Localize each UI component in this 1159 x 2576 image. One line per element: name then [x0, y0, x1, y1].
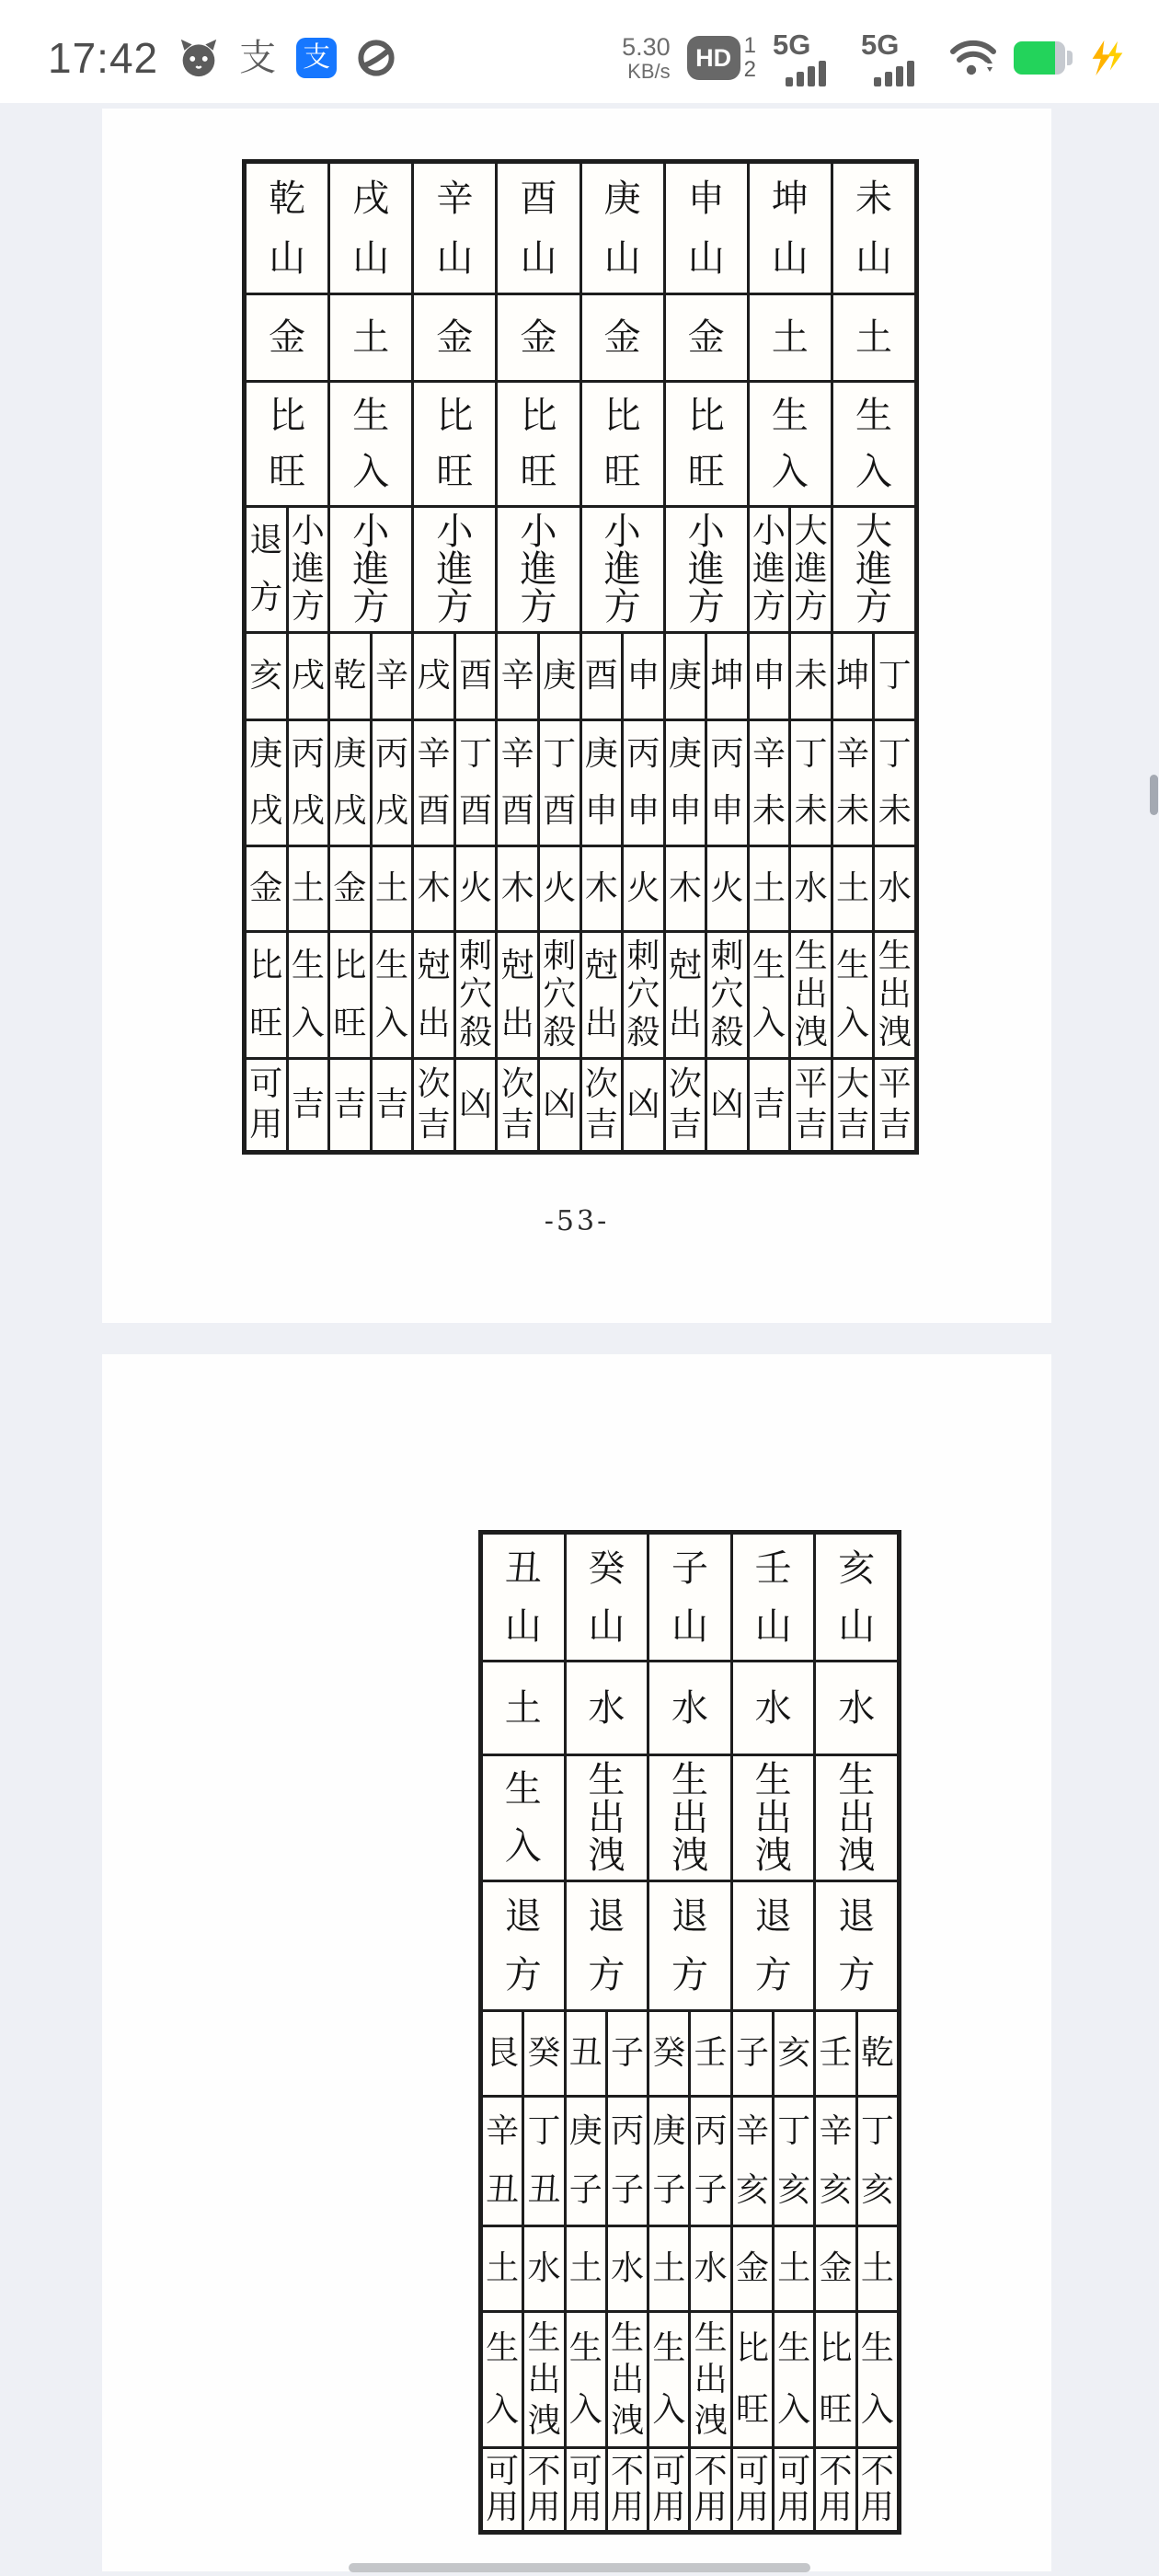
table-cell: 金 [582, 295, 663, 380]
signal-bars-icon [874, 61, 914, 86]
table-cell: 水 [567, 1662, 648, 1754]
table-cell: 子 [733, 2012, 772, 2095]
table-cell: 庚 山 [582, 164, 663, 293]
table-cell: 土 [858, 2227, 897, 2310]
table-cell: 可 用 [483, 2449, 522, 2530]
table-cell: 申 [624, 634, 663, 719]
table-cell: 辛 亥 [733, 2098, 772, 2225]
table-cell: 水 [816, 1662, 897, 1754]
table-cell: 不 用 [858, 2449, 897, 2530]
table-cell: 次 吉 [666, 1060, 706, 1150]
table-cell: 生 入 [750, 383, 831, 505]
table-cell: 亥 山 [816, 1535, 897, 1660]
document-page-54 [102, 1354, 1051, 2571]
table-cell: 生 入 [330, 383, 411, 505]
table-cell: 生 出 洩 [608, 2313, 647, 2446]
table-cell: 比 旺 [582, 383, 663, 505]
table-cell: 辛 未 [833, 721, 873, 845]
table-cell: 凶 [707, 1060, 747, 1150]
network-type-label: 5G [773, 28, 811, 61]
table-cell: 酉 [582, 634, 622, 719]
table-cell: 辛 丑 [483, 2098, 522, 2225]
table-cell: 生 入 [649, 2313, 688, 2446]
table-cell: 土 [483, 2227, 522, 2310]
table-cell: 生 入 [775, 2313, 813, 2446]
table-cell: 金 [498, 295, 579, 380]
table-cell: 丙 申 [707, 721, 747, 845]
horizontal-scrollbar[interactable] [349, 2563, 810, 2572]
table-cell: 坤 山 [750, 164, 831, 293]
table-cell: 水 [875, 847, 914, 930]
table-cell: 火 [707, 847, 747, 930]
table-cell: 庚 [666, 634, 706, 719]
clock: 17:42 [48, 34, 159, 82]
table-cell: 水 [649, 1662, 730, 1754]
table-cell: 生 出 洩 [691, 2313, 729, 2446]
table-cell: 癸 [649, 2012, 688, 2095]
table-cell: 生 出 洩 [791, 933, 831, 1057]
table-cell: 申 [750, 634, 789, 719]
table-cell: 乾 [330, 634, 370, 719]
table-cell: 刺 穴 殺 [624, 933, 663, 1057]
table-cell: 水 [691, 2227, 729, 2310]
table-cell: 辛 亥 [816, 2098, 855, 2225]
wifi-icon [949, 39, 997, 77]
table-cell: 辛 山 [414, 164, 495, 293]
table-cell: 次 吉 [414, 1060, 453, 1150]
table-cell: 退 方 [816, 1882, 897, 2009]
table-cell: 大 吉 [833, 1060, 873, 1150]
table-cell: 生 入 [833, 933, 873, 1057]
table-cell: 土 [649, 2227, 688, 2310]
table-cell: 吉 [289, 1060, 328, 1150]
table-cell: 平 吉 [791, 1060, 831, 1150]
table-cell: 戌 [289, 634, 328, 719]
table-cell: 火 [540, 847, 580, 930]
table-cell: 癸 山 [567, 1535, 648, 1660]
table-cell: 生 出 洩 [524, 2313, 563, 2446]
table-cell: 土 [750, 847, 789, 930]
table-cell: 土 [289, 847, 328, 930]
table-cell: 辛 酉 [414, 721, 453, 845]
table-cell: 小 進 方 [666, 508, 747, 631]
table-cell: 大 進 方 [833, 508, 914, 631]
mountain-table-2 [478, 1530, 901, 2535]
page-number: -53- [544, 1205, 610, 1237]
table-cell: 可 用 [567, 2449, 605, 2530]
table-cell: 丙 子 [608, 2098, 647, 2225]
table-cell: 金 [247, 295, 327, 380]
table-cell: 土 [833, 295, 914, 380]
table-cell: 丙 申 [624, 721, 663, 845]
table-cell: 辛 [498, 634, 537, 719]
table-cell: 丁 丑 [524, 2098, 563, 2225]
table-cell: 庚 戌 [330, 721, 370, 845]
table-cell: 生 出 洩 [875, 933, 914, 1057]
table-cell: 比 旺 [816, 2313, 855, 2446]
table-cell: 比 旺 [498, 383, 579, 505]
table-cell: 可 用 [247, 1060, 286, 1150]
table-cell: 土 [567, 2227, 605, 2310]
status-bar-right [622, 30, 1126, 86]
table-cell: 庚 子 [649, 2098, 688, 2225]
table-cell: 木 [582, 847, 622, 930]
table-cell: 小 進 方 [330, 508, 411, 631]
table-cell: 金 [414, 295, 495, 380]
table-cell: 小 進 方 [498, 508, 579, 631]
table-cell: 丙 子 [691, 2098, 729, 2225]
network-type-label: 5G [861, 28, 900, 61]
battery-icon [1014, 41, 1073, 75]
table-cell: 坤 [833, 634, 873, 719]
document-page-53 [102, 109, 1051, 1323]
document-viewer[interactable] [0, 103, 1159, 2576]
table-cell: 土 [330, 295, 411, 380]
table-cell: 生 入 [750, 933, 789, 1057]
table-cell: 刺 穴 殺 [540, 933, 580, 1057]
table-cell: 辛 酉 [498, 721, 537, 845]
table-cell: 刺 穴 殺 [456, 933, 496, 1057]
table-cell: 丁 酉 [540, 721, 580, 845]
vertical-scrollbar[interactable] [1150, 775, 1158, 815]
table-cell: 生 入 [483, 2313, 522, 2446]
table-cell: 不 用 [691, 2449, 729, 2530]
table-cell: 申 山 [666, 164, 747, 293]
table-cell: 退 方 [649, 1882, 730, 2009]
table-cell: 退 方 [567, 1882, 648, 2009]
table-cell: 壬 [816, 2012, 855, 2095]
table-cell: 不 用 [816, 2449, 855, 2530]
table-cell: 辛 [373, 634, 412, 719]
table-cell: 庚 戌 [247, 721, 286, 845]
table-cell: 庚 [540, 634, 580, 719]
table-cell: 吉 [330, 1060, 370, 1150]
table-cell: 平 吉 [875, 1060, 914, 1150]
table-cell: 土 [833, 847, 873, 930]
table-cell: 庚 申 [666, 721, 706, 845]
table-cell: 比 旺 [330, 933, 370, 1057]
table-cell: 吉 [750, 1060, 789, 1150]
table-cell: 子 山 [649, 1535, 730, 1660]
table-cell: 金 [247, 847, 286, 930]
network-speed [622, 34, 671, 81]
table-cell: 丑 山 [483, 1535, 564, 1660]
table-cell: 金 [816, 2227, 855, 2310]
table-cell: 丙 戌 [373, 721, 412, 845]
table-cell: 退 方 [733, 1882, 814, 2009]
table-cell: 比 旺 [666, 383, 747, 505]
table-cell: 土 [483, 1662, 564, 1754]
table-cell: 次 吉 [498, 1060, 537, 1150]
table-cell: 未 [791, 634, 831, 719]
table-cell: 酉 [456, 634, 496, 719]
table-cell: 生 出 洩 [567, 1756, 648, 1880]
table-cell: 乾 [858, 2012, 897, 2095]
table-cell: 金 [330, 847, 370, 930]
table-cell: 亥 [775, 2012, 813, 2095]
table-cell: 比 旺 [247, 933, 286, 1057]
network-speed-unit: KB/s [627, 59, 671, 83]
table-cell: 庚 子 [567, 2098, 605, 2225]
table-cell: 不 用 [524, 2449, 563, 2530]
table-cell: 水 [791, 847, 831, 930]
table-cell: 尅 出 [498, 933, 537, 1057]
table-cell: 生 入 [567, 2313, 605, 2446]
table-cell: 乾 山 [247, 164, 327, 293]
table-cell: 吉 [373, 1060, 412, 1150]
table-cell: 戌 山 [330, 164, 411, 293]
table-cell: 子 [608, 2012, 647, 2095]
table-cell: 退 方 [247, 508, 286, 631]
table-cell: 壬 [691, 2012, 729, 2095]
table-cell: 可 用 [649, 2449, 688, 2530]
table-cell: 小 進 方 [414, 508, 495, 631]
table-cell: 小 進 方 [582, 508, 663, 631]
table-cell: 小 進 方 [289, 508, 328, 631]
table-cell: 凶 [456, 1060, 496, 1150]
table-cell: 丁 酉 [456, 721, 496, 845]
table-cell: 凶 [540, 1060, 580, 1150]
status-bar-left [48, 33, 396, 83]
table-cell: 木 [666, 847, 706, 930]
cat-icon [178, 39, 219, 77]
table-cell: 丁 未 [791, 721, 831, 845]
table-cell: 尅 出 [414, 933, 453, 1057]
table-cell: 生 出 洩 [733, 1756, 814, 1880]
hd-label: HD [687, 36, 740, 80]
table-cell: 尅 出 [666, 933, 706, 1057]
table-cell: 不 用 [608, 2449, 647, 2530]
table-cell: 比 旺 [414, 383, 495, 505]
table-cell: 戌 [414, 634, 453, 719]
status-bar [0, 0, 1159, 103]
table-cell: 壬 山 [733, 1535, 814, 1660]
signal-sim2 [861, 30, 933, 86]
table-cell: 退 方 [483, 1882, 564, 2009]
table-cell: 火 [456, 847, 496, 930]
mountain-table-1 [242, 159, 919, 1155]
table-cell: 小 進 方 [750, 508, 789, 631]
alipay-app-icon: 支 [296, 38, 337, 78]
table-cell: 比 旺 [247, 383, 327, 505]
table-cell: 丁 [875, 634, 914, 719]
table-cell: 生 出 洩 [649, 1756, 730, 1880]
hd-volte-badge [687, 35, 756, 81]
table-cell: 艮 [483, 2012, 522, 2095]
table-cell: 酉 山 [498, 164, 579, 293]
table-cell: 辛 未 [750, 721, 789, 845]
table-cell: 庚 申 [582, 721, 622, 845]
table-cell: 生 入 [373, 933, 412, 1057]
table-cell: 生 入 [483, 1756, 564, 1880]
table-cell: 水 [608, 2227, 647, 2310]
table-cell: 金 [666, 295, 747, 380]
table-cell: 火 [624, 847, 663, 930]
network-speed-value: 5.30 [622, 33, 671, 62]
table-cell: 水 [524, 2227, 563, 2310]
table-cell: 凶 [624, 1060, 663, 1150]
table-cell: 生 入 [833, 383, 914, 505]
table-cell: 丑 [567, 2012, 605, 2095]
table-cell: 大 進 方 [791, 508, 831, 631]
table-cell: 土 [373, 847, 412, 930]
table-cell: 丁 未 [875, 721, 914, 845]
table-cell: 土 [750, 295, 831, 380]
signal-bars-icon [786, 61, 826, 86]
table-cell: 丙 戌 [289, 721, 328, 845]
table-cell: 土 [775, 2227, 813, 2310]
table-cell: 生 入 [289, 933, 328, 1057]
table-cell: 木 [498, 847, 537, 930]
table-cell: 可 用 [733, 2449, 772, 2530]
table-cell: 木 [414, 847, 453, 930]
table-cell: 生 出 洩 [816, 1756, 897, 1880]
table-cell: 坤 [707, 634, 747, 719]
table-cell: 水 [733, 1662, 814, 1754]
table-cell: 癸 [524, 2012, 563, 2095]
table-cell: 金 [733, 2227, 772, 2310]
table-cell: 未 山 [833, 164, 914, 293]
browser-icon [357, 39, 396, 77]
hd-sim2: 2 [743, 57, 756, 82]
table-cell: 亥 [247, 634, 286, 719]
table-cell: 丁 亥 [858, 2098, 897, 2225]
table-cell: 生 入 [858, 2313, 897, 2446]
table-cell: 丁 亥 [775, 2098, 813, 2225]
table-cell: 可 用 [775, 2449, 813, 2530]
table-cell: 刺 穴 殺 [707, 933, 747, 1057]
table-cell: 次 吉 [582, 1060, 622, 1150]
table-cell: 比 旺 [733, 2313, 772, 2446]
charging-bolt-icon [1089, 39, 1126, 77]
hd-sim1: 1 [743, 33, 756, 58]
table-cell: 尅 出 [582, 933, 622, 1057]
alipay-glyph-icon: 支 [239, 37, 277, 79]
signal-sim1 [773, 30, 844, 86]
